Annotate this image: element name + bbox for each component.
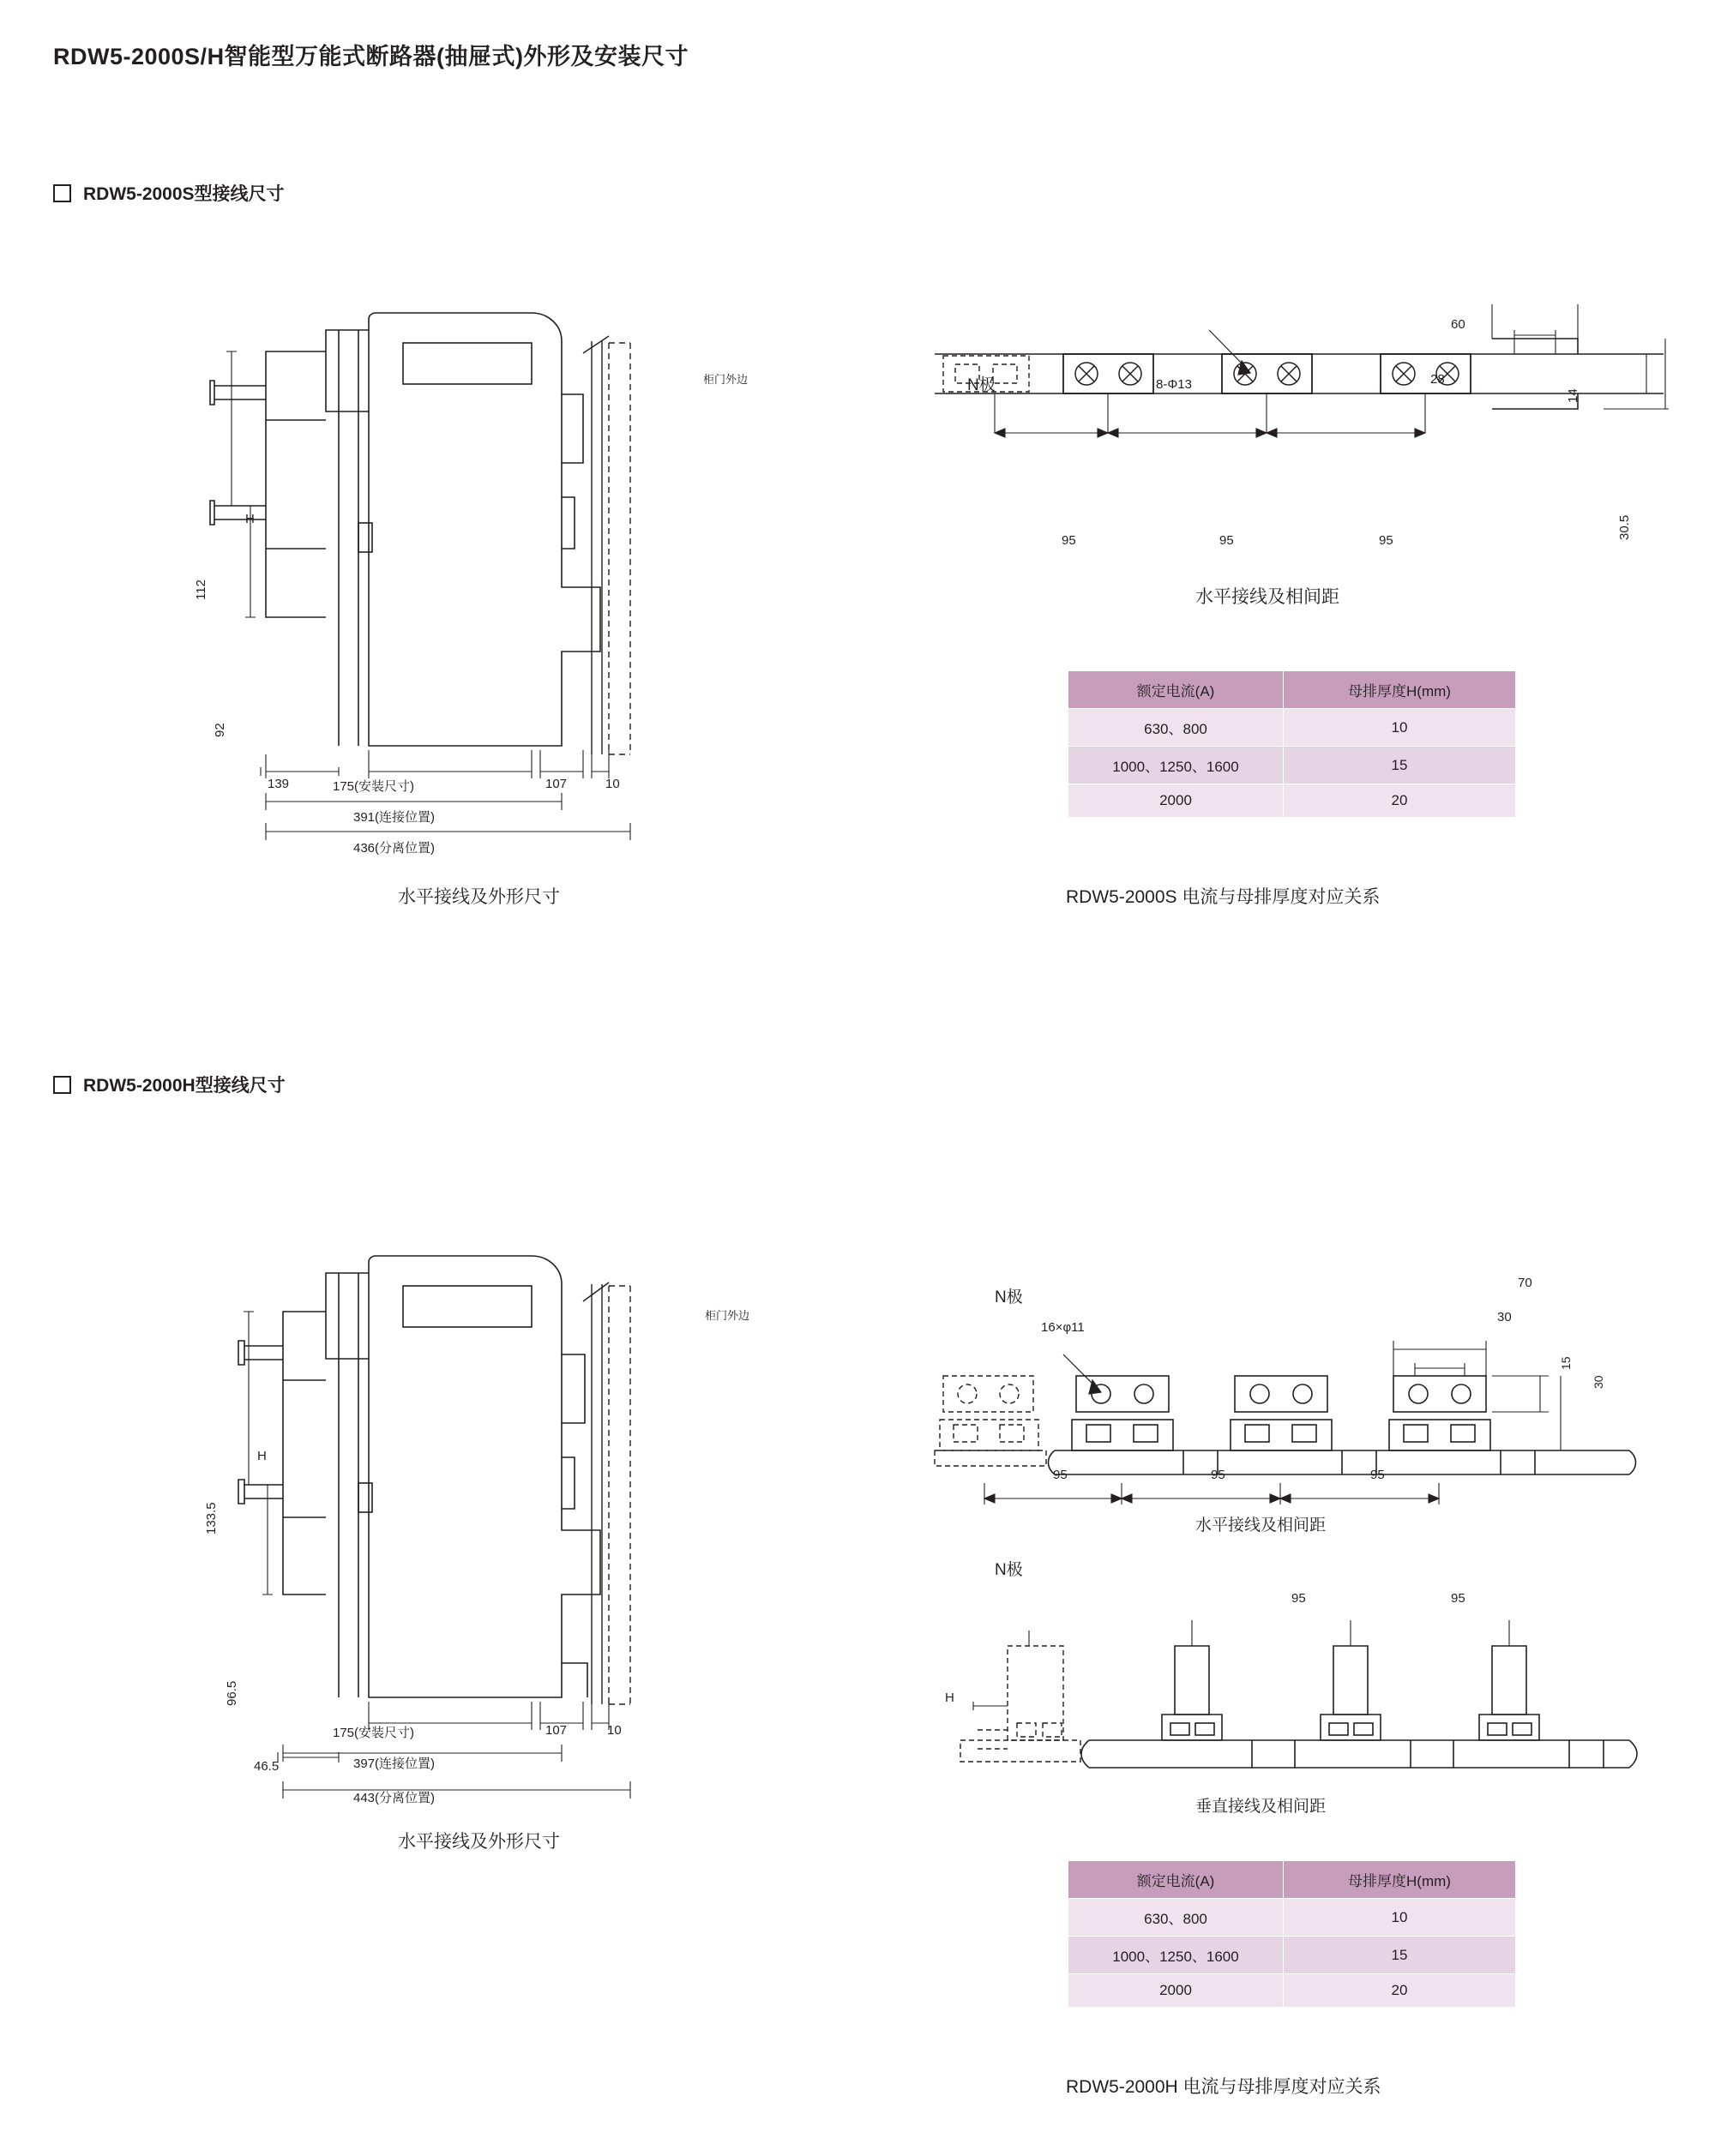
label-h-holes: 16×φ11 bbox=[1041, 1320, 1085, 1335]
table-row bbox=[1068, 747, 1516, 784]
dim-hv-H: H bbox=[945, 1691, 954, 1705]
dim-s-436: 436(分离位置) bbox=[353, 841, 436, 856]
caption-s-side-view: 水平接线及外形尺寸 bbox=[398, 887, 560, 907]
dim-s-112: 112 bbox=[194, 580, 208, 600]
table-s-r0c0: 630、800 bbox=[1068, 709, 1284, 747]
page-title: RDW5-2000S/H智能型万能式断路器(抽屉式)外形及安装尺寸 bbox=[53, 44, 689, 69]
dim-h-133-5: 133.5 bbox=[204, 1502, 219, 1534]
caption-s-terminal: 水平接线及相间距 bbox=[1195, 587, 1339, 607]
table-s-header-1: 母排厚度H(mm) bbox=[1284, 671, 1516, 709]
table-header-row bbox=[1068, 671, 1516, 709]
table-h-header-0: 额定电流(A) bbox=[1068, 1861, 1284, 1899]
dim-h-sp3: 95 bbox=[1370, 1468, 1385, 1482]
table-h-r1c0: 1000、1250、1600 bbox=[1068, 1937, 1284, 1974]
drawing-h-side-view bbox=[163, 1234, 797, 1869]
section-heading-s bbox=[53, 180, 285, 206]
table-s-r1c1: 15 bbox=[1284, 747, 1516, 784]
table-s-r2c0: 2000 bbox=[1068, 784, 1284, 818]
dim-h-30-top: 30 bbox=[1497, 1310, 1512, 1324]
dim-h-sp2: 95 bbox=[1211, 1468, 1225, 1482]
dim-s-92: 92 bbox=[213, 723, 227, 737]
dim-h-H: H bbox=[257, 1449, 267, 1463]
drawing-s-terminal bbox=[926, 304, 1672, 596]
dim-h-10: 10 bbox=[607, 1723, 622, 1738]
label-h-pole-horizontal: N极 bbox=[995, 1288, 1023, 1306]
dim-s-sp2: 95 bbox=[1219, 533, 1234, 548]
table-s-header-0: 额定电流(A) bbox=[1068, 671, 1284, 709]
dim-s-14: 14 bbox=[1566, 388, 1580, 403]
dim-hv-sp2: 95 bbox=[1451, 1591, 1465, 1606]
table-s-r1c0: 1000、1250、1600 bbox=[1068, 747, 1284, 784]
drawing-s-side-view bbox=[163, 291, 797, 900]
caption-h-table: RDW5-2000H 电流与母排厚度对应关系 bbox=[1066, 2077, 1381, 2097]
label-s-holes: 8-Φ13 bbox=[1156, 377, 1192, 392]
dim-h-443: 443(分离位置) bbox=[353, 1791, 436, 1805]
bullet-square-icon bbox=[53, 1076, 71, 1094]
dim-h-96-5: 96.5 bbox=[225, 1680, 239, 1706]
dim-h-15: 15 bbox=[1559, 1356, 1573, 1370]
bullet-square-icon bbox=[53, 184, 71, 202]
label-h-pole-vertical: N极 bbox=[995, 1561, 1023, 1579]
dim-s-10: 10 bbox=[605, 777, 620, 791]
caption-h-terminal-vertical: 垂直接线及相间距 bbox=[1195, 1798, 1327, 1816]
dim-s-175: 175(安装尺寸) bbox=[333, 779, 415, 794]
table-h-r0c1: 10 bbox=[1284, 1899, 1516, 1937]
table-s-r0c1: 10 bbox=[1284, 709, 1516, 747]
dim-h-46-5: 46.5 bbox=[254, 1759, 280, 1774]
dim-h-175: 175(安装尺寸) bbox=[333, 1726, 415, 1740]
table-h-header-1: 母排厚度H(mm) bbox=[1284, 1861, 1516, 1899]
caption-h-terminal-horizontal: 水平接线及相间距 bbox=[1195, 1516, 1327, 1534]
caption-h-side-view: 水平接线及外形尺寸 bbox=[398, 1832, 560, 1852]
dim-hv-sp1: 95 bbox=[1291, 1591, 1306, 1606]
dim-h-107: 107 bbox=[545, 1723, 568, 1738]
table-row bbox=[1068, 784, 1516, 818]
dim-s-107: 107 bbox=[545, 777, 568, 791]
dim-s-sp3: 95 bbox=[1379, 533, 1393, 548]
dim-s-sp1: 95 bbox=[1062, 533, 1076, 548]
table-h-r2c0: 2000 bbox=[1068, 1974, 1284, 2008]
dim-h-30-side: 30 bbox=[1592, 1375, 1605, 1389]
table-h-r0c0: 630、800 bbox=[1068, 1899, 1284, 1937]
dim-s-60: 60 bbox=[1451, 317, 1465, 332]
table-h-current-busbar bbox=[1068, 1860, 1516, 2008]
caption-s-table: RDW5-2000S 电流与母排厚度对应关系 bbox=[1066, 887, 1381, 907]
table-s-current-busbar bbox=[1068, 670, 1516, 818]
drawing-h-terminal-horizontal bbox=[926, 1337, 1646, 1594]
table-row bbox=[1068, 1937, 1516, 1974]
dim-h-397: 397(连接位置) bbox=[353, 1757, 436, 1771]
note-h-cabinet-edge: 柜门外边 bbox=[705, 1309, 750, 1322]
dim-h-70: 70 bbox=[1518, 1276, 1532, 1290]
section-heading-h bbox=[53, 1072, 286, 1097]
table-s-r2c1: 20 bbox=[1284, 784, 1516, 818]
label-s-pole: N极 bbox=[967, 376, 996, 394]
dim-s-391: 391(连接位置) bbox=[353, 810, 436, 825]
dim-s-139: 139 bbox=[268, 777, 290, 791]
dim-h-sp1: 95 bbox=[1053, 1468, 1068, 1482]
dim-s-28: 28 bbox=[1430, 372, 1445, 387]
note-s-cabinet-edge: 柜门外边 bbox=[703, 373, 749, 386]
table-header-row bbox=[1068, 1861, 1516, 1899]
dim-s-H: H bbox=[245, 512, 255, 526]
dim-s-30-5: 30.5 bbox=[1617, 514, 1632, 540]
table-h-r2c1: 20 bbox=[1284, 1974, 1516, 2008]
section-heading-h-label: RDW5-2000H型接线尺寸 bbox=[83, 1076, 286, 1096]
section-heading-s-label: RDW5-2000S型接线尺寸 bbox=[83, 184, 285, 204]
table-h-r1c1: 15 bbox=[1284, 1937, 1516, 1974]
table-row bbox=[1068, 1974, 1516, 2008]
table-row bbox=[1068, 1899, 1516, 1937]
table-row bbox=[1068, 709, 1516, 747]
